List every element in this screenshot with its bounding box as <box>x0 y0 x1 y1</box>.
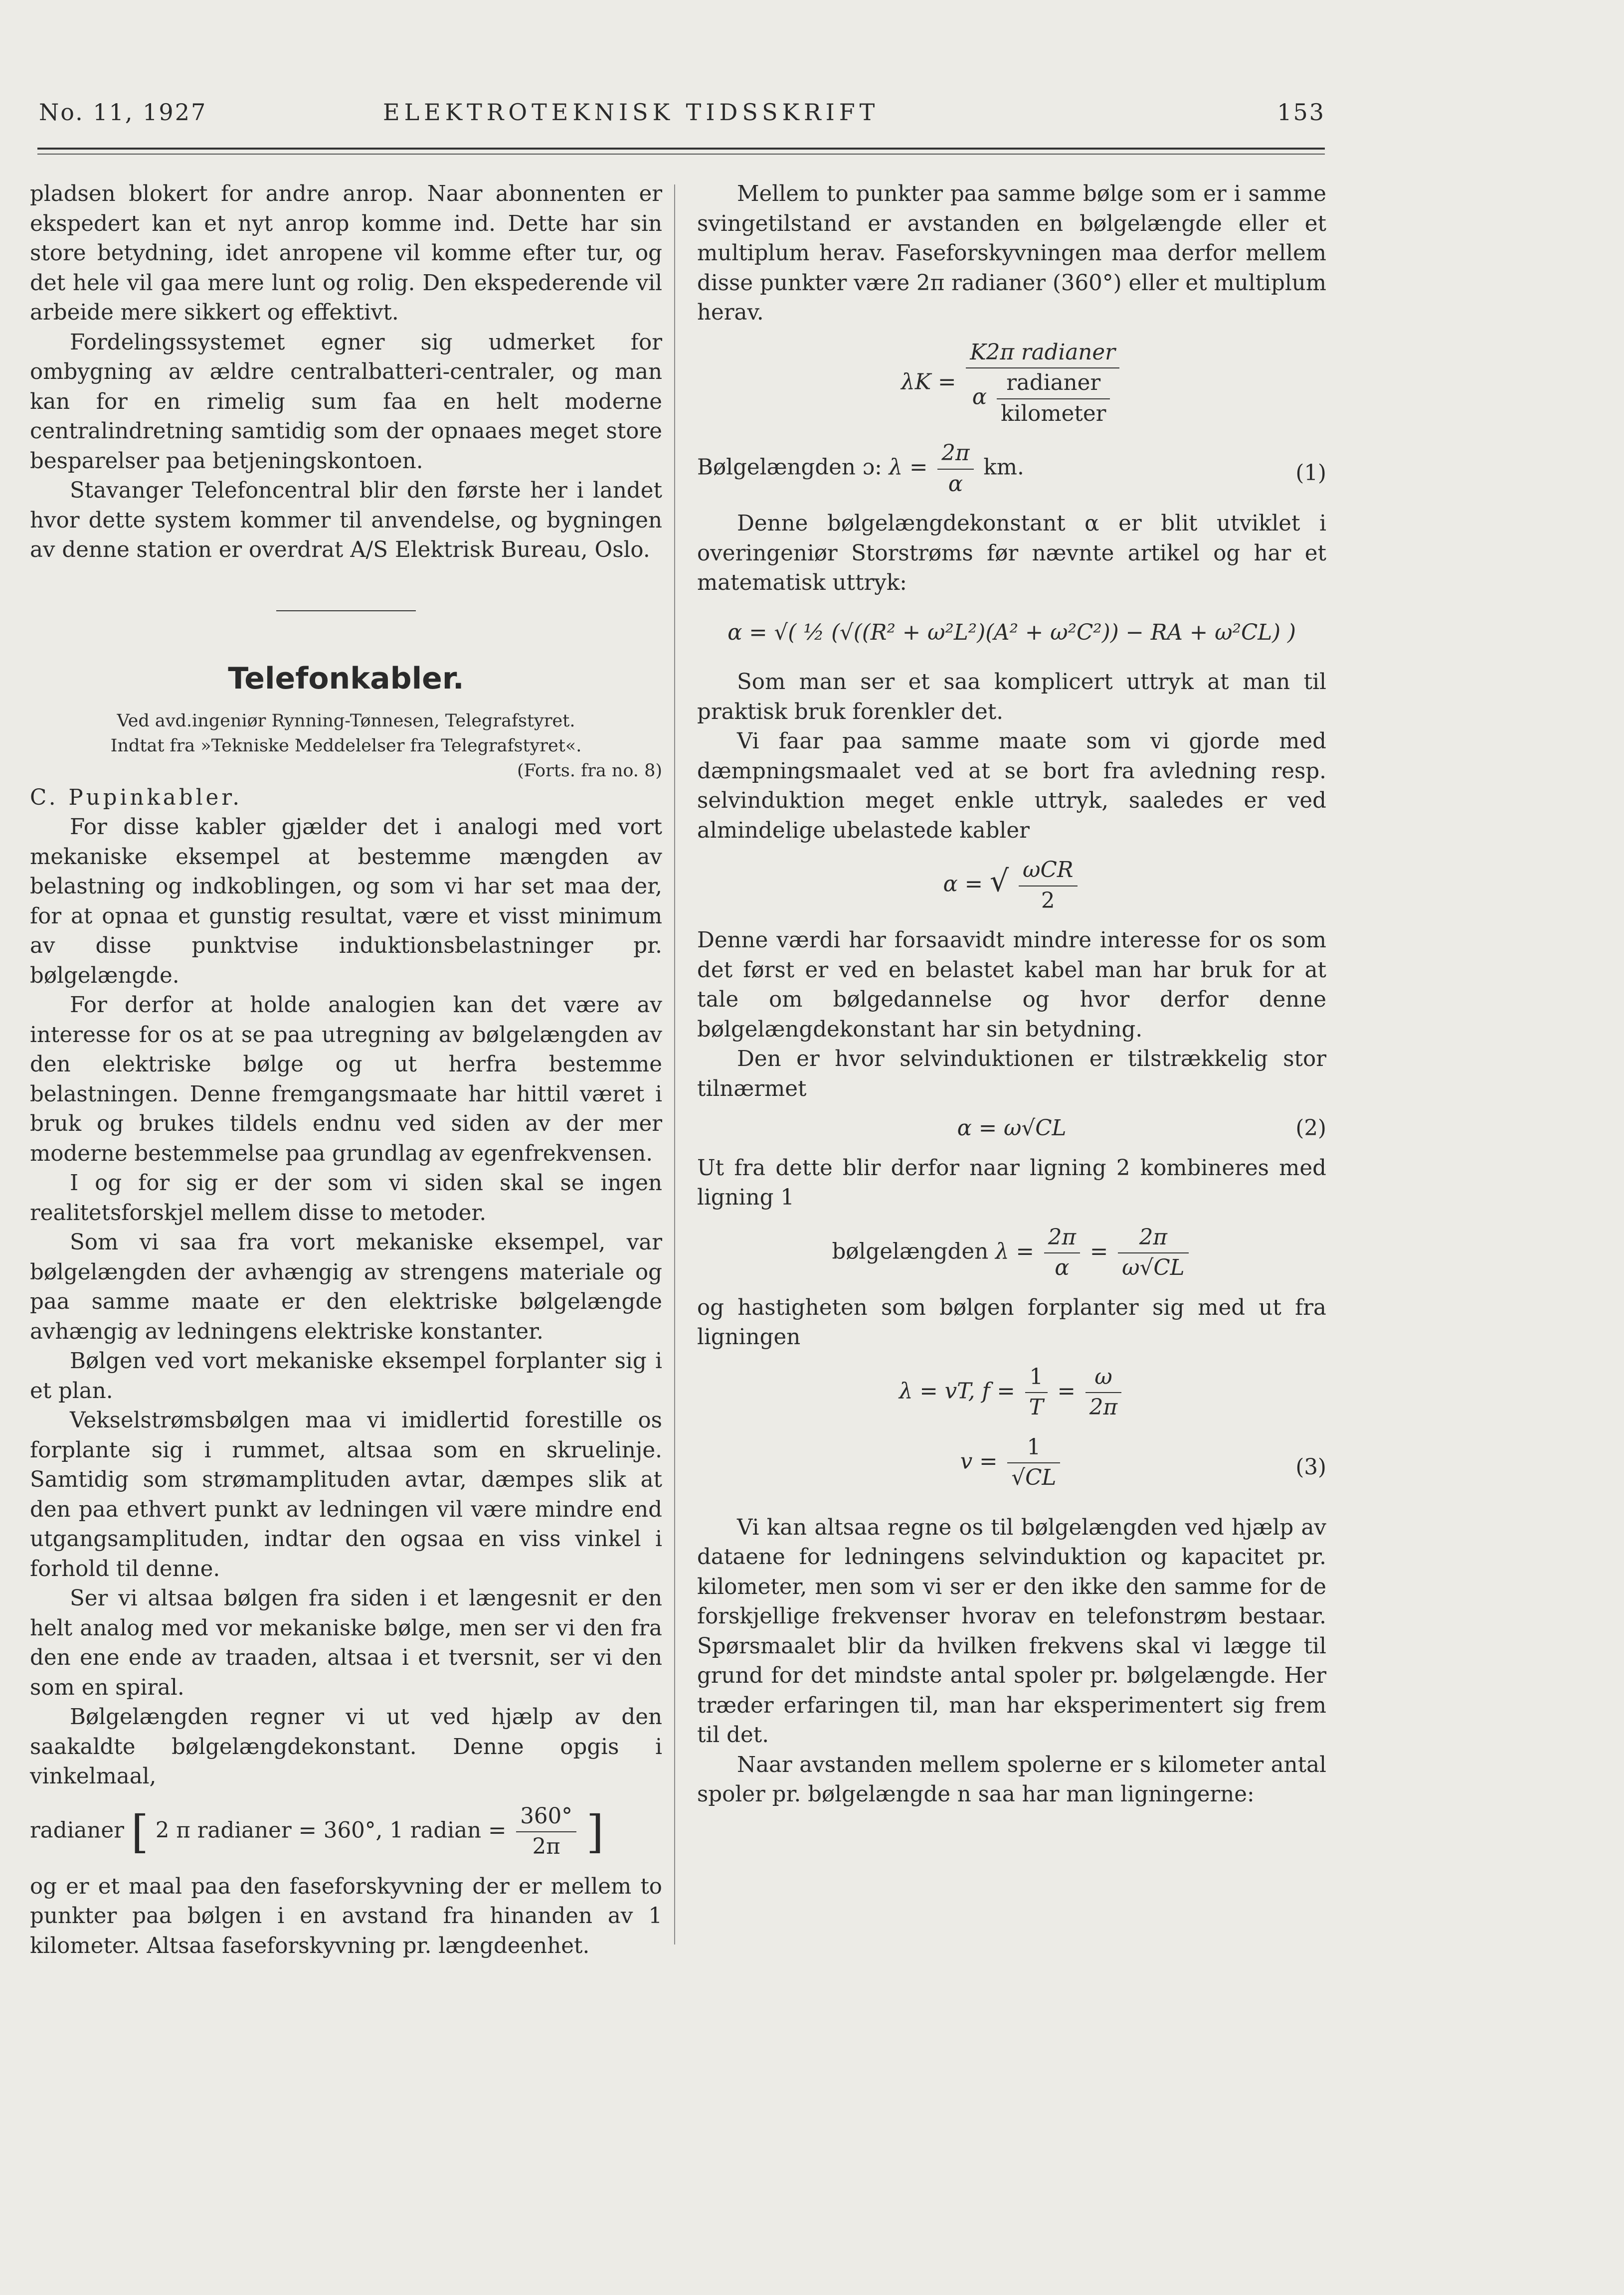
column-divider <box>674 184 675 1944</box>
equation-radian <box>30 1802 662 1862</box>
header-rule-thin <box>37 154 1325 155</box>
equation-alpha-full: α = √( ½ (√((R² + ω²L²)(A² + ω²C²)) − RA + ω²CL) ) <box>727 620 1296 645</box>
eq-text: v = <box>960 1449 998 1474</box>
article-title: Telefonkabler. <box>228 661 464 696</box>
paragraph: Stavanger Telefoncentral blir den første her i landet hvor dette system kommer til anvendelse, og bygningen av denne station er overdrat A/S Elektrisk Bureau, Oslo. <box>30 478 662 562</box>
continuation-note: (Forts. fra no. 8) <box>517 760 662 781</box>
numerator: 1 <box>1025 1363 1048 1394</box>
equals-sign: = <box>1057 1379 1076 1404</box>
fraction <box>1118 1223 1188 1283</box>
paragraph: Bølgen ved vort mekaniske eksempel forplanter sig i et plan. <box>30 1349 662 1404</box>
eq-text: 2 π radianer = 360°, 1 radian = <box>155 1818 507 1843</box>
paragraph: Bølgelængden regner vi ut ved hjælp av den saakaldte bølgelængdekonstant. Denne opgis i vinkelmaal, <box>30 1705 662 1789</box>
paragraph: Denne værdi har forsaavidt mindre interesse for os som det først er ved en belastet kabel man har bruk for at tale om bølgedannelse og hvor derfor denne bølgelængdekonstant har sin betydning. <box>697 928 1326 1042</box>
paragraph: Vekselstrømsbølgen maa vi imidlertid forestille os forplante sig i rummet, altsaa som en skruelinje. Samtidig som strømamplituden avtar, dæmpes slik at den paa ethvert punkt av ledningen vil være mindre end utgangsamplituden, indtar den ogsaa en viss vinkel i forhold til denne. <box>30 1408 662 1582</box>
equals-sign: = <box>1089 1239 1108 1264</box>
source-note: Indtat fra »Tekniske Meddelelser fra Telegrafstyret«. <box>110 735 582 756</box>
fraction <box>1044 1223 1080 1283</box>
fraction <box>516 1802 576 1862</box>
fraction <box>1019 856 1078 916</box>
eq-text: radianer <box>30 1818 124 1843</box>
paragraph: og er et maal paa den faseforskyvning der er mellem to punkter paa bølgen i en avstand fra hinanden av 1 kilometer. Altsaa faseforskyvning pr. længdeenhet. <box>30 1874 662 1958</box>
paragraph: For disse kabler gjælder det i analogi med vort mekaniske eksempel at bestemme mængden av belastning og indkoblingen, og som vi har set maa der, for at opnaa et gunstig resultat, være et visst minimum av disse punktvise induktionsbelastninger pr. bølgelængde. <box>30 815 662 988</box>
equation-2 <box>697 1114 1326 1144</box>
denominator: α <box>948 471 963 497</box>
eq-text: λ = vT, f = <box>899 1379 1015 1404</box>
equation-wavelength <box>697 1223 1326 1283</box>
denominator: 2π <box>1089 1395 1118 1420</box>
fraction <box>937 439 973 499</box>
eq-text: λ = <box>995 1239 1034 1264</box>
eq-label: Bølgelængden ɔ: <box>697 455 882 480</box>
paragraph: Ser vi altsaa bølgen fra siden i et længesnit er den helt analog med vor mekaniske bølge, men ser vi den fra den ene ende av traaden, altsaa i et tversnit, ser vi den som en spiral. <box>30 1586 662 1700</box>
denominator: √CL <box>1011 1465 1057 1490</box>
eq-text: λ = <box>889 455 928 480</box>
numerator: K2π radianer <box>966 338 1119 369</box>
paragraph: Fordelingssystemet egner sig udmerket for ombygning av ældre centralbatteri-centraler, og man kan for en rimelig sum faa en helt moderne centralindretning samtidig som der opnaaes meget store besparelser paa betjeningskontoen. <box>30 330 662 474</box>
eq-unit: km. <box>983 455 1024 480</box>
sqrt-sign: √ <box>989 864 1009 899</box>
equation-3 <box>697 1433 1326 1493</box>
alpha: α <box>972 384 987 410</box>
paragraph: Vi kan altsaa regne os til bølgelængden ved hjælp av dataene for ledningens selvinduktion og kapacitet pr. kilometer, men som vi ser er den ikke den samme for de forskjellige frekvenser hvorav en telefonstrøm bestaar. Spørsmaalet blir da hvilken frekvens skal vi lægge til grund for det mindste antal spoler pr. bølgelængde. Her træder erfaringen til, man har eksperimentert sig frem til det. <box>697 1515 1326 1748</box>
paragraph: Naar avstanden mellem spolerne er s kilometer antal spoler pr. bølgelængde n saa har man ligningerne: <box>697 1752 1326 1807</box>
bracket-close: ] <box>586 1805 604 1858</box>
eq-text: α = ω√CL <box>957 1116 1067 1141</box>
eq-text: α = <box>943 872 983 897</box>
fraction <box>1007 1433 1060 1493</box>
denominator: 2π <box>532 1834 560 1859</box>
numerator: ωCR <box>1019 856 1078 886</box>
paragraph: I og for sig er der som vi siden skal se ingen realitetsforskjel mellem disse to metoder. <box>30 1171 662 1226</box>
paragraph: Vi faar paa samme maate som vi gjorde med dæmpningsmaalet ved at se bort fra avledning resp. selvinduktion meget enkle uttryk, saaledes er ved almindelige ubelastede kabler <box>697 729 1326 843</box>
section-separator <box>276 610 416 611</box>
equation-alpha-simple <box>697 856 1326 916</box>
equation-lambda-k <box>697 338 1326 429</box>
denominator <box>966 368 1119 429</box>
paragraph: pladsen blokert for andre anrop. Naar abonnenten er ekspedert kan et nyt anrop komme ind. Dette har sin store betydning, idet anropene vil komme efter tur, og det hele vil gaa mere lunt og rolig. Den ekspederende vil arbeide mere sikkert og effektivt. <box>30 181 662 325</box>
paragraph: For derfor at holde analogien kan det være av interesse for os at se paa utregning av bølgelængden av den elektriske bølge og ut herfra bestemme belastningen. Denne fremgangsmaate har hittil været i bruk og brukes tildels endnu ved siden av der mer moderne bestemmelse paa grundlag av egenfrekvensen. <box>30 993 662 1166</box>
paragraph: Ut fra dette blir derfor naar ligning 2 kombineres med ligning 1 <box>697 1155 1326 1210</box>
section-heading: C. Pupinkabler. <box>30 785 243 810</box>
issue-number: No. 11, 1927 <box>39 99 207 126</box>
denominator: kilometer <box>1001 401 1106 426</box>
equation-1 <box>697 439 1326 499</box>
paragraph: Som vi saa fra vort mekaniske eksempel, var bølgelængden der avhængig av strengens materiale og paa samme maate er den elektriske bølgelængde avhængig av ledningens elektriske konstanter. <box>30 1230 662 1344</box>
fraction <box>1025 1363 1048 1423</box>
bracket-open: [ <box>131 1805 149 1858</box>
denominator: ω√CL <box>1122 1255 1185 1280</box>
numerator: ω <box>1085 1363 1121 1394</box>
inner-fraction <box>997 368 1110 429</box>
numerator: 2π <box>1118 1223 1188 1254</box>
equation-number: (3) <box>1295 1454 1326 1480</box>
paragraph: og hastigheten som bølgen forplanter sig med ut fra ligningen <box>697 1295 1326 1350</box>
right-column <box>697 179 1326 1810</box>
journal-title: ELEKTROTEKNISK TIDSSKRIFT <box>383 99 880 126</box>
numerator: 2π <box>937 439 973 470</box>
equation-number: (1) <box>1295 461 1326 486</box>
left-column <box>30 179 662 1961</box>
eq-label: bølgelængden <box>832 1239 989 1264</box>
paragraph: Den er hvor selvinduktionen er tilstrækkelig stor tilnærmet <box>697 1047 1326 1101</box>
equation-velocity-freq <box>697 1363 1326 1423</box>
denominator: 2 <box>1041 888 1055 913</box>
paragraph: Denne bølgelængdekonstant α er blit utviklet i overingeniør Storstrøms før nævnte artikel og har et matematisk uttryk: <box>697 511 1326 595</box>
numerator: 2π <box>1044 1223 1080 1254</box>
equation-number: (2) <box>1295 1116 1326 1141</box>
header-rule <box>37 148 1325 150</box>
byline: Ved avd.ingeniør Rynning-Tønnesen, Telegrafstyret. <box>117 710 575 731</box>
fraction <box>966 338 1119 429</box>
numerator: 1 <box>1007 1433 1060 1464</box>
numerator: radianer <box>997 368 1110 399</box>
denominator: α <box>1055 1255 1070 1280</box>
paragraph: Som man ser et saa komplicert uttryk at man til praktisk bruk forenkler det. <box>697 670 1326 724</box>
numerator: 360° <box>516 1802 576 1833</box>
fraction <box>1085 1363 1121 1423</box>
running-header <box>39 99 1325 129</box>
eq-text: λK = <box>901 369 956 394</box>
paragraph: Mellem to punkter paa samme bølge som er i samme svingetilstand er avstanden en bølgelængde eller et multiplum herav. Faseforskyvningen maa derfor mellem disse punkter være 2π radianer (360°) eller et multiplum herav. <box>697 181 1326 325</box>
denominator: T <box>1029 1395 1044 1420</box>
page-number: 153 <box>1277 99 1325 126</box>
